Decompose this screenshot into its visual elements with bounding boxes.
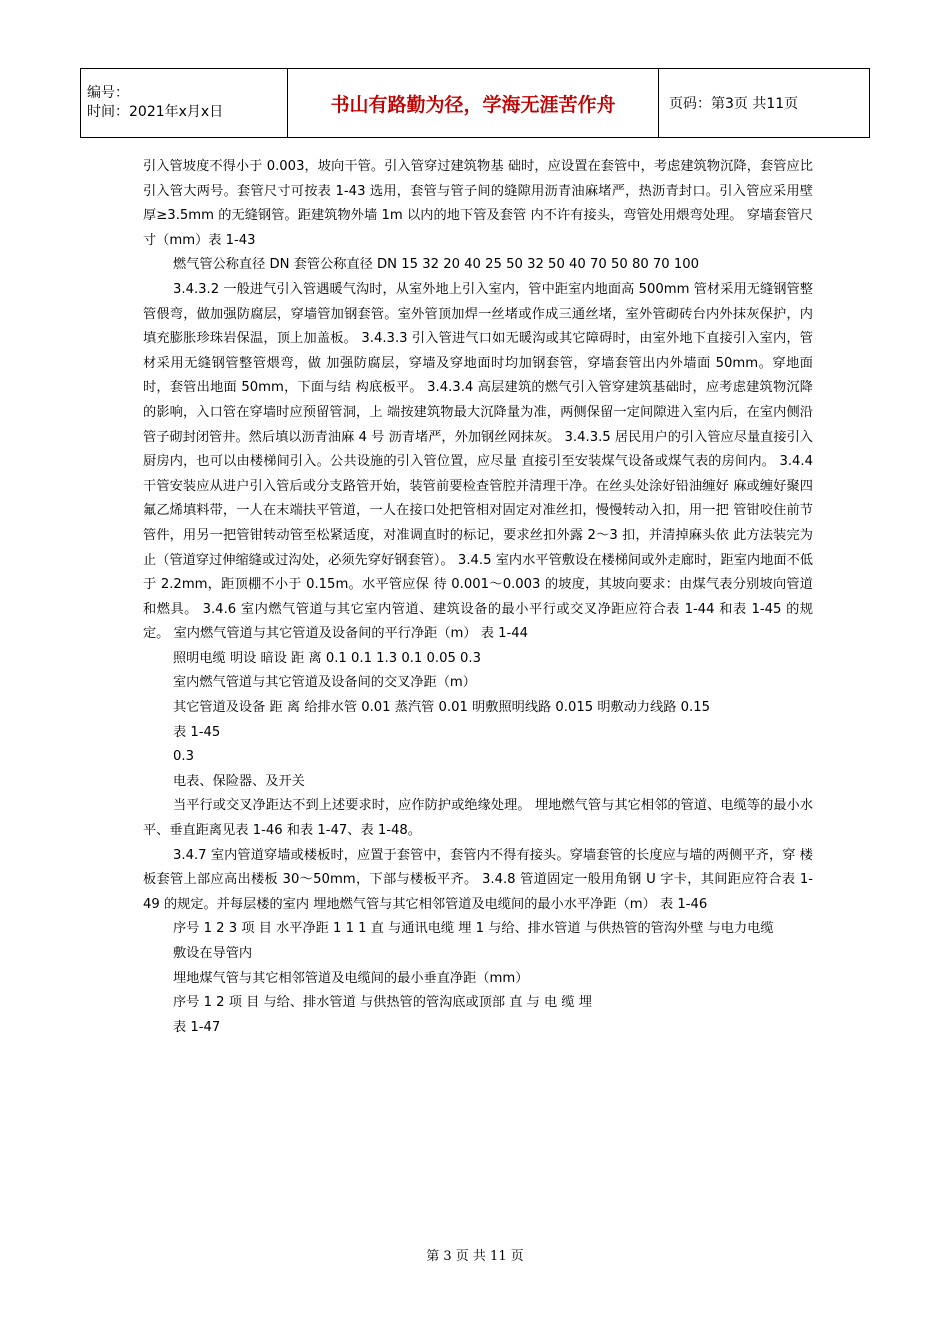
body-paragraph: 电表、保险器、及开关 [173,773,305,789]
body-paragraph: 3.4.3.2 一般进气引入管遇暖气沟时，从室外地上引入室内，管中距室内地面高 500mm 管材采用无缝钢管整 管偎弯，做加强防腐层，穿墙管加钢套管。室外管顶加焊一丝堵或作成三通丝堵，室外管砌砖台内外抹灰保护，内 填充膨胀珍珠岩保温，顶上加盖板。 3.4.3.3 引入管进气口如无暖沟或其它障碍时，由室外地下直接引入室内，管材采用无缝钢管整管煨弯，做 加强防腐层，穿墙及穿地面时均加钢套管，穿墙套管出内外墙面 50mm。穿地面时，套管出地面 50mm，下面与结 构底板平。 3.4.3.4 高层建筑的燃气引入管穿建筑基础时，应考虑建筑物沉降的影响，入口管在穿墙时应预留管洞，上 端按建筑物最大沉降量为准，两侧保留一定间隙进入室内后，在室内侧沿管子砌封闭管井。然后填以沥青油麻 4 号 沥青堵严，外加钢丝网抹灰。 3.4.3.5 居民用户的引入管应尽量直接引入厨房内，也可以由楼梯间引入。公共设施的引入管位置，应尽量 直接引至安装煤气设备或煤气表的房间内。 3.4.4 干管安装应从进户引入管后或分支路管开始，装管前要检查管腔并清理干净。在丝头处涂好铅油缠好 麻或缠好聚四氟乙烯填料带，一人在末端扶平管道，一人在接口处把管相对固定对准丝扣，慢慢转动入扣，用一把 管钳咬住前节管件，用另一把管钳转动管至松紧适度，对准调直时的标记，要求丝扣外露 2～3 扣，并清掉麻头依 此方法装完为止（管道穿过伸缩缝或过沟处，必须先穿好钢套管）。 3.4.5 室内水平管敷设在楼梯间或外走廊时，距室内地面不低于 2.2mm，距顶棚不小于 0.15m。水平管应保 待 0.001～0.003 的坡度，其坡向要求：由煤气表分别坡向管道和燃具。 3.4.6 室内燃气管道与其它室内管道、建筑设备的最小平行或交叉净距应符合表 1-44 和表 1-45 的规定。 室内燃气管道与其它管道及设备间的平行净距（m） 表 1-44 [143,281,813,642]
body-paragraph: 表 1-47 [173,1019,221,1035]
body-paragraph: 燃气管公称直径 DN 套管公称直径 DN 15 32 20 40 25 50 32 50 40 70 50 80 70 100 [173,257,700,273]
header-left-cell [81,69,288,138]
body-paragraph: 0.3 [173,749,194,765]
page-header [80,68,870,138]
body-paragraph: 表 1-45 [173,724,221,740]
header-page-info: 页码：第3页 共11页 [659,69,870,138]
body-paragraph: 当平行或交叉净距达不到上述要求时，应作防护或绝缘处理。 埋地燃气管与其它相邻的管道、电缆等的最小水平、垂直距离见表 1-46 和表 1-47、表 1-48。 [143,798,813,839]
body-paragraph: 序号 1 2 项 目 与给、排水管道 与供热管的管沟底或顶部 直 与 电 缆 埋 [173,995,592,1011]
document-date: 时间：2021年x月x日 [87,104,224,120]
header-motto: 书山有路勤为径，学海无涯苦作舟 [288,69,659,138]
document-number-label: 编号： [87,85,129,101]
body-paragraph: 埋地煤气管与其它相邻管道及电缆间的最小垂直净距（mm） [173,970,529,986]
body-paragraph: 敷设在导管内 [173,946,253,961]
body-paragraph: 引入管坡度不得小于 0.003，坡向干管。引入管穿过建筑物基 础时，应设置在套管中，考虑建筑物沉降，套管应比引入管大两号。套管尺寸可按表 1-43 选用，套管与管子间的缝隙用沥青油麻堵严，热沥青封口。引入管应采用壁厚≥3.5mm 的无缝钢管。距建筑物外墙 1m 以内的地下管及套管 内不许有接头，弯管处用煨弯处理。 穿墙套管尺寸（mm）表 1-43 [143,159,813,248]
body-paragraph: 3.4.7 室内管道穿墙或楼板时，应置于套管中，套管内不得有接头。穿墙套管的长度应与墙的两侧平齐，穿 楼板套管上部应高出楼板 30～50mm，下部与楼板平齐。 3.4.8 管道固定一般用角钢 U 字卡，其间距应符合表 1-49 的规定。并每层楼的室内 埋地燃气管与其它相邻管道及电缆间的最小水平净距（m） 表 1-46 [143,847,813,912]
page-footer: 第 3 页 共 11 页 [426,1249,524,1264]
body-paragraph: 序号 1 2 3 项 目 水平净距 1 1 1 直 与通讯电缆 埋 1 与给、排水管道 与供热管的管沟外壁 与电力电缆 [173,921,774,937]
body-paragraph: 照明电缆 明设 暗设 距 离 0.1 0.1 1.3 0.1 0.05 0.3 [173,650,482,666]
body-paragraph: 其它管道及设备 距 离 给排水管 0.01 蒸汽管 0.01 明敷照明线路 0.015 明敷动力线路 0.15 [173,700,711,716]
body-paragraph: 室内燃气管道与其它管道及设备间的交叉净距（m） [173,675,476,691]
document-body [143,155,813,1040]
